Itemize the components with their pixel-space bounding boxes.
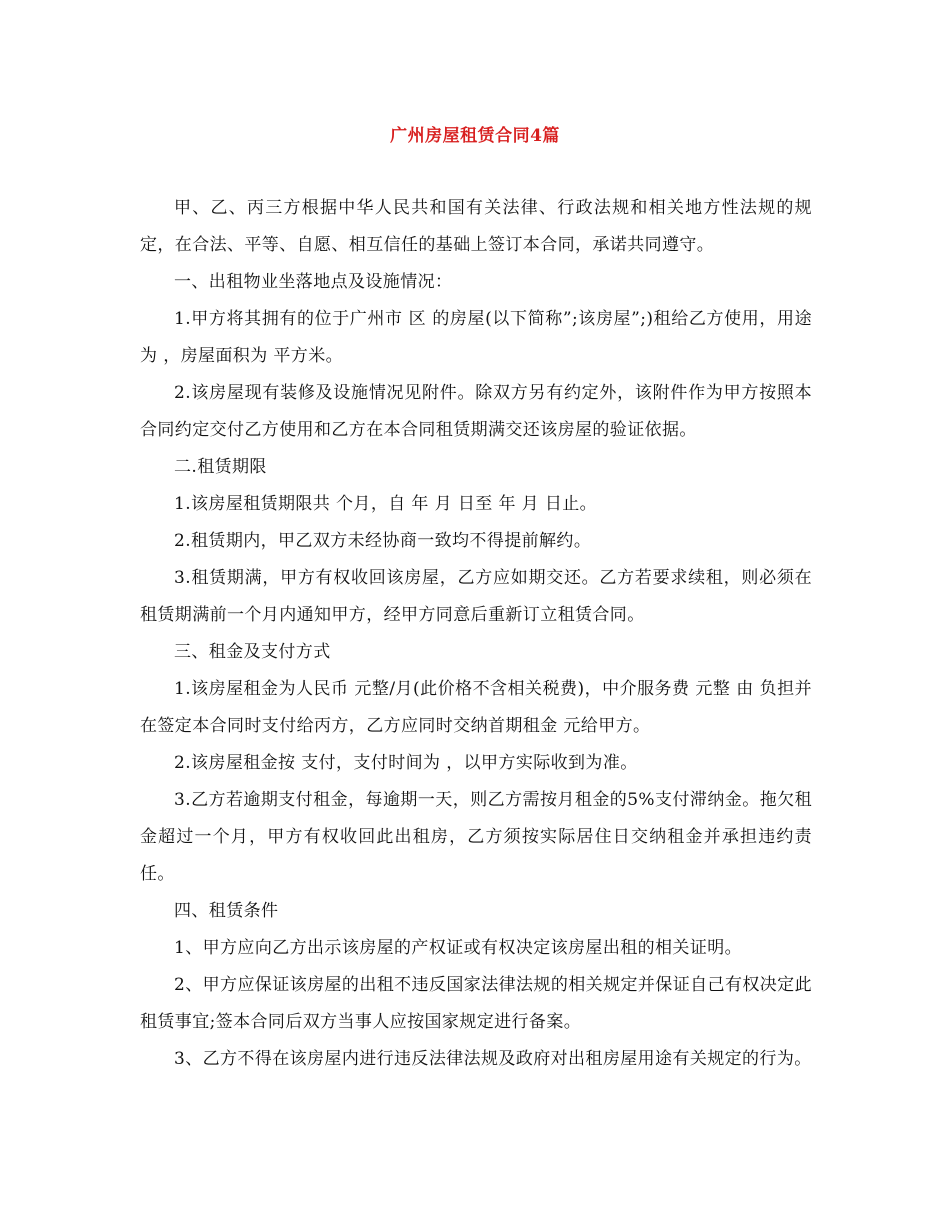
paragraph-2-3: 3.租赁期满，甲方有权收回该房屋，乙方应如期交还。乙方若要求续租，则必须在租赁期满前一个月内通知甲方，经甲方同意后重新订立租赁合同。: [140, 568, 812, 625]
document-title: 广州房屋租赁合同4篇: [390, 126, 560, 146]
section-heading-1: 一、出租物业坐落地点及设施情况：: [174, 272, 453, 292]
section-heading-3: 三、租金及支付方式: [174, 642, 331, 662]
paragraph-2-2: 2.租赁期内，甲乙双方未经协商一致均不得提前解约。: [174, 531, 592, 551]
paragraph-3-3: 3.乙方若逾期支付租金，每逾期一天，则乙方需按月租金的5%支付滞纳金。拖欠租金超过一个月，甲方有权收回此出租房，乙方须按实际居住日交纳租金并承担违约责任。: [140, 790, 812, 884]
paragraph-intro: 甲、乙、丙三方根据中华人民共和国有关法律、行政法规和相关地方性法规的规定，在合法、平等、自愿、相互信任的基础上签订本合同，承诺共同遵守。: [140, 198, 812, 255]
paragraph-2-1: 1.该房屋租赁期限共 个月，自 年 月 日至 年 月 日止。: [174, 494, 598, 514]
paragraph-4-1: 1、甲方应向乙方出示该房屋的产权证或有权决定该房屋出租的相关证明。: [174, 938, 743, 958]
paragraph-3-1: 1.该房屋租金为人民币 元整/月(此价格不含相关税费)，中介服务费 元整 由 负担并在签定本合同时支付给丙方，乙方应同时交纳首期租金 元给甲方。: [140, 679, 812, 736]
paragraph-4-2: 2、甲方应保证该房屋的出租不违反国家法律法规的相关规定并保证自己有权决定此租赁事宜;签本合同后双方当事人应按国家规定进行备案。: [140, 975, 812, 1032]
paragraph-1-1: 1.甲方将其拥有的位于广州市 区 的房屋(以下简称”;该房屋”;)租给乙方使用，用途为 ，房屋面积为 平方米。: [140, 309, 812, 366]
section-heading-2: 二.租赁期限: [174, 457, 267, 477]
paragraph-3-2: 2.该房屋租金按 支付，支付时间为 ，以甲方实际收到为准。: [174, 753, 638, 773]
paragraph-4-3: 3、乙方不得在该房屋内进行违反法律法规及政府对出租房屋用途有关规定的行为。: [174, 1049, 812, 1069]
section-heading-4: 四、租赁条件: [174, 901, 279, 921]
paragraph-1-2: 2.该房屋现有装修及设施情况见附件。除双方另有约定外，该附件作为甲方按照本合同约定交付乙方使用和乙方在本合同租赁期满交还该房屋的验证依据。: [140, 383, 812, 440]
document-body: [140, 190, 812, 1078]
